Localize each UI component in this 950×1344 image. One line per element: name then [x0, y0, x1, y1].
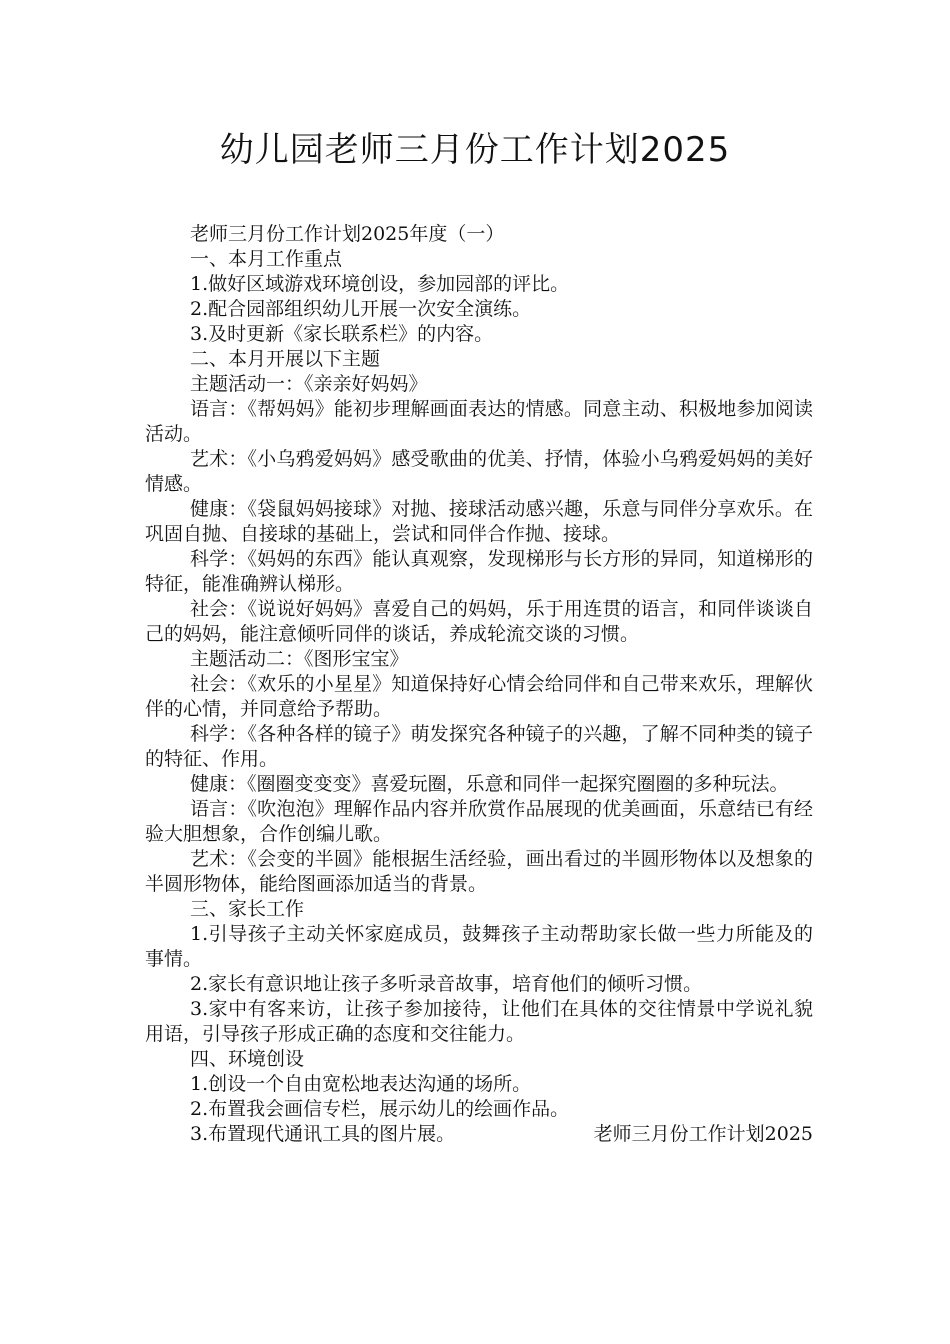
- paragraph: 社会：《欢乐的小星星》知道保持好心情会给同伴和自己带来欢乐，理解伙伴的心情，并同意给予帮助。: [145, 673, 813, 720]
- paragraph: 科学：《妈妈的东西》能认真观察，发现梯形与长方形的异同，知道梯形的特征，能准确辨认梯形。: [145, 548, 813, 595]
- paragraph: 2.布置我会画信专栏，展示幼儿的绘画作品。: [190, 1098, 570, 1120]
- theme-heading-1: 主题活动一：《亲亲好妈妈》: [190, 373, 428, 395]
- paragraph: 1.引导孩子主动关怀家庭成员，鼓舞孩子主动帮助家长做一些力所能及的事情。: [145, 923, 813, 970]
- paragraph: 科学：《各种各样的镜子》萌发探究各种镜子的兴趣，了解不同种类的镜子的特征、作用。: [145, 723, 813, 770]
- paragraph: 3.布置现代通讯工具的图片展。: [190, 1123, 456, 1145]
- running-footer-text: 老师三月份工作计划2025: [593, 1123, 813, 1145]
- paragraph: 3.及时更新《家长联系栏》的内容。: [190, 323, 494, 345]
- document-body: [145, 222, 813, 1147]
- paragraph: 2.家长有意识地让孩子多听录音故事，培育他们的倾听习惯。: [190, 973, 703, 995]
- document-title: 幼儿园老师三月份工作计划2025: [219, 130, 731, 170]
- section-heading-environment: 四、环境创设: [190, 1048, 305, 1070]
- paragraph: 3.家中有客来访，让孩子参加接待，让他们在具体的交往情景中学说礼貌用语，引导孩子形成正确的态度和交往能力。: [145, 998, 813, 1045]
- section-heading-focus: 一、本月工作重点: [190, 248, 343, 270]
- paragraph: 艺术：《小乌鸦爱妈妈》感受歌曲的优美、抒情，体验小乌鸦爱妈妈的美好情感。: [145, 448, 813, 495]
- paragraph: 健康：《袋鼠妈妈接球》对抛、接球活动感兴趣，乐意与同伴分享欢乐。在巩固自抛、自接球的基础上，尝试和同伴合作抛、接球。: [145, 498, 813, 545]
- last-line: [145, 1122, 813, 1147]
- paragraph: 1.做好区域游戏环境创设，参加园部的评比。: [190, 273, 570, 295]
- section-heading-themes: 二、本月开展以下主题: [190, 348, 381, 370]
- paragraph: 2.配合园部组织幼儿开展一次安全演练。: [190, 298, 532, 320]
- paragraph: 1.创设一个自由宽松地表达沟通的场所。: [190, 1073, 532, 1095]
- theme-heading-2: 主题活动二：《图形宝宝》: [190, 648, 409, 670]
- paragraph: 艺术：《会变的半圆》能根据生活经验，画出看过的半圆形物体以及想象的半圆形物体，能给图画添加适当的背景。: [145, 848, 813, 895]
- paragraph: 社会：《说说好妈妈》喜爱自己的妈妈，乐于用连贯的语言，和同伴谈谈自己的妈妈，能注意倾听同伴的谈话，养成轮流交谈的习惯。: [145, 598, 813, 645]
- paragraph: 健康：《圈圈变变变》喜爱玩圈，乐意和同伴一起探究圈圈的多种玩法。: [190, 773, 789, 795]
- section-heading-plan: 老师三月份工作计划2025年度（一）: [190, 223, 505, 245]
- paragraph: 语言：《帮妈妈》能初步理解画面表达的情感。同意主动、积极地参加阅读活动。: [145, 398, 813, 445]
- paragraph: 语言：《吹泡泡》理解作品内容并欣赏作品展现的优美画面，乐意结已有经验大胆想象，合作创编儿歌。: [145, 798, 813, 845]
- section-heading-parents: 三、家长工作: [190, 898, 305, 920]
